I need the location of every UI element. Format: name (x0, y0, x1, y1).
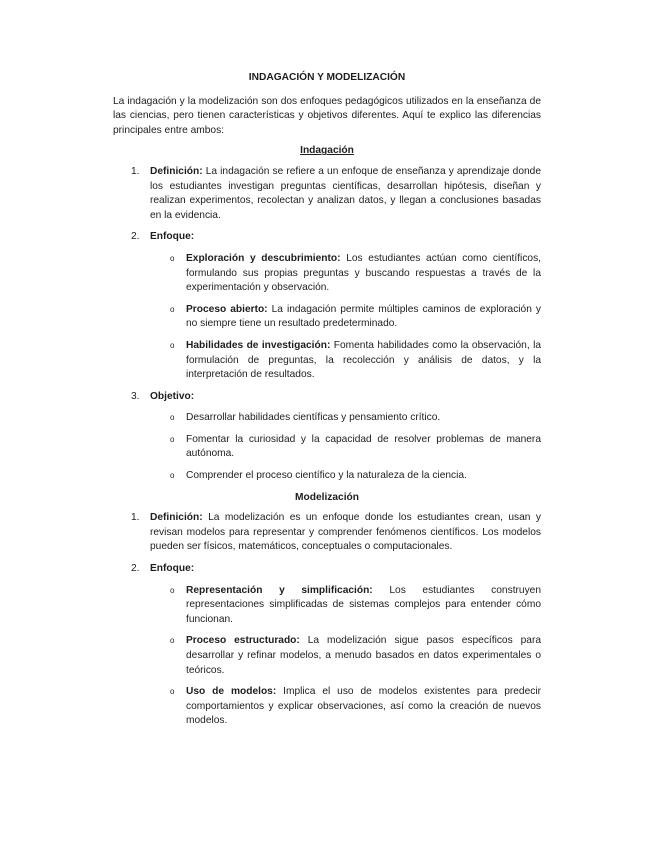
list-item (113, 562, 541, 729)
sub-list-item (150, 685, 541, 729)
sub-item-text: Fomenta habilidades como la observación, la formulación de preguntas, la recolección y análisis de datos, y la interpretación de resultados. (186, 339, 541, 381)
sub-list-item (150, 252, 541, 296)
item-text: La indagación se refiere a un enfoque de enseñanza y aprendizaje donde los estudiantes investigan preguntas científicas, desarrollan hipótesis, diseñan y realizan experimentos, recolectan y analizan datos, y llegan a conclusiones basadas en la evidencia. (150, 165, 541, 221)
modelizacion-list (113, 511, 541, 729)
sub-item-text: Desarrollar habilidades científicas y pensamiento crítico. (186, 412, 441, 424)
item-label: Objetivo: (150, 390, 195, 402)
sub-list-item (150, 339, 541, 383)
bullet-icon: o (170, 253, 175, 263)
sub-item-text: La modelización sigue pasos específicos para desarrollar y refinar modelos, a menudo basados en datos experimentales o teóricos. (186, 635, 541, 676)
item-number: 2. (131, 231, 140, 243)
bullet-icon: o (170, 636, 175, 646)
sub-item-label: Exploración y descubrimiento: (186, 252, 341, 264)
list-item (113, 390, 541, 484)
sub-item-label: Proceso abierto: (186, 303, 268, 315)
item-number: 1. (131, 512, 140, 524)
bullet-icon: o (170, 585, 175, 595)
item-text: La modelización es un enfoque donde los estudiantes crean, usan y revisan modelos para representar y comprender fenómenos científicos. Los modelos pueden ser físicos, matemáticos, conceptuales o computacionales. (150, 512, 541, 553)
item-number: 3. (131, 390, 140, 402)
bullet-icon: o (170, 434, 175, 444)
item-label: Enfoque: (150, 563, 195, 575)
sub-item-text: Los estudiantes construyen representaciones simplificadas de sistemas complejos para entender cómo funcionan. (186, 584, 542, 625)
sub-item-text: Comprender el proceso científico y la naturaleza de la ciencia. (186, 470, 467, 482)
sub-item-label: Representación y simplificación: (186, 584, 373, 596)
sub-item-text: Los estudiantes actúan como científicos, formulando sus propias preguntas y buscando respuestas a través de la experimentación y observación. (186, 252, 541, 294)
sub-item-text: Implica el uso de modelos existentes para predecir comportamientos y explicar observaciones, así como la creación de nuevos modelos. (186, 686, 542, 727)
sub-list-item (150, 303, 541, 332)
list-item (113, 230, 541, 382)
item-label: Definición: (150, 512, 203, 524)
sub-item-text: La indagación permite múltiples caminos de exploración y no siempre tiene un resultado predeterminado. (186, 303, 541, 330)
item-number: 2. (131, 563, 140, 575)
sub-item-label: Uso de modelos: (186, 686, 277, 698)
bullet-icon: o (170, 304, 175, 314)
item-label: Enfoque: (150, 231, 195, 243)
sub-item-label: Proceso estructurado: (186, 635, 300, 647)
indagacion-list (113, 165, 541, 484)
bullet-icon: o (170, 687, 175, 697)
sub-list-item (150, 469, 541, 484)
document-title: INDAGACIÓN Y MODELIZACIÓN (248, 72, 406, 83)
sub-list-item (150, 433, 541, 462)
sub-list-item (150, 411, 541, 426)
item-number: 1. (131, 165, 140, 177)
sub-list-item (150, 584, 541, 628)
bullet-icon: o (170, 471, 175, 481)
list-item (113, 165, 541, 223)
sub-item-label: Habilidades de investigación: (186, 339, 331, 351)
list-item (113, 511, 541, 555)
item-label: Definición: (150, 165, 203, 177)
sub-list (150, 411, 541, 483)
sub-list (150, 584, 541, 729)
bullet-icon: o (170, 413, 175, 423)
sub-list-item (150, 634, 541, 678)
bullet-icon: o (170, 340, 175, 350)
section-heading-indagacion: Indagación (300, 145, 354, 157)
sub-list (150, 252, 541, 383)
sub-item-text: Fomentar la curiosidad y la capacidad de resolver problemas de manera autónoma. (186, 433, 541, 460)
section-heading-modelizacion: Modelización (295, 491, 359, 503)
document-content (113, 71, 541, 736)
intro-paragraph: La indagación y la modelización son dos enfoques pedagógicos utilizados en la enseñanza de las ciencias, pero tienen características y objetivos diferentes. Aquí te explico las diferencias principales entre ambos: (113, 95, 541, 136)
